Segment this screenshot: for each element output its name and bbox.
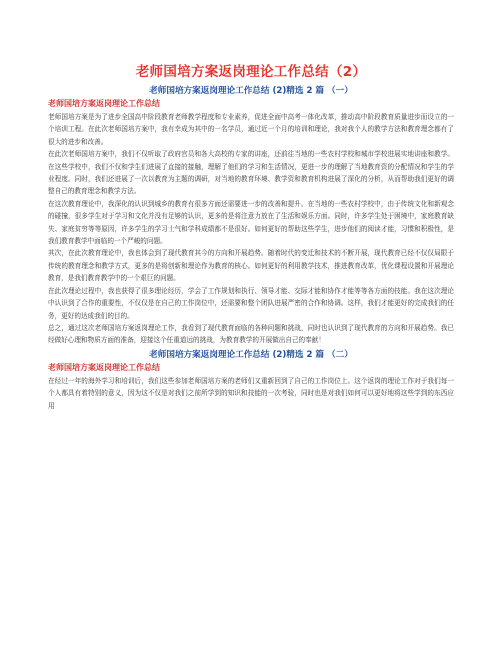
section2-heading: 老师国培方案返岗理论工作总结 (2)精选 2 篇 （二） [149,349,353,360]
section1-paragraph: 在此次理论过程中，我也获得了很多理论经历，学会了工作规划和执行、领导才能、交际才能和协作才能等等各方面的技能。我在这次理论中认识到了合作的重要性，不仅仅是在自己的工作岗位中，还需要和整个团队进展严密的合作和协调。这样，我们才能更好的完成我们的任务，更好的达成我们的目的。 [48,286,454,320]
document-title: 老师国培方案返岗理论工作总结（2） [135,64,367,80]
section1-paragraph: 在这次教育理论中，我深化的认识到城乡的教育有很多方面还需要进一步的改善和提升。在当地的一些农村学校中，由于传统文化和新观念的碰撞，很多学生对于学习和文化并没有足够的认识，更多的是将注意力放在了生活和娱乐方面。同时，许多学生处于困境中，家庭教育缺失、家庭贫穷等等原因，许多学生的学习士气和学科成绩都不是很好。如何更好的帮助这些学生，进步他们的阅读才能，习惯和积极性，是我们教育教学中面临的一个严峻的问题。 [48,199,454,246]
section1-paragraph: 在此次老师国培方案中，我们不仅听取了政府官员和各大高校的专家的讲座，还前往当地的一些农村学校和城市学校进展实地讲座和教学。在这些学校中，我们不仅和学生们进展了直接的接触，理解了他们的学习和生活情况，更进一步的理解了当地教育资的分配情况和学生的学业程度。同时，我们还进展了一次以教育为主题的调研，对当地的教育环境、教学资和教育机构进展了深化的分析，从而帮助我们更好的调整自己的教育理念和教学方法。 [48,150,454,196]
section1-paragraph: 总之，通过这次老师国培方案返岗理论工作，我看到了现代教育面临的各种问题和挑战，同时也认识到了现代教育的方向和开展趋势。我已经做好心理和物质方面的准备，迎接这个任重道远的挑战，为教育教学的开展做出自己的奉献！ [48,323,454,345]
section1-subheading: 老师国培方案返岗理论工作总结 [48,99,160,108]
section2-paragraph: 在经过一年的海外学习和培训后，我们这些参加老师国培方案的老师们又重新回到了自己的工作岗位上。这个返岗的理论工作对于我们每一个人都具有着特别的意义，因为这不仅是对我们之前所学到的知识和技能的一次考验，同时也是对我们如何可以更好地将这些学到的东西应用 [48,376,454,410]
section1-paragraph: 其次，在此次教育理论中，我也体会到了现代教育其今的方向和开展趋势。随着时代的变迁和技术的不断开展，现代教育已经不仅仅局限于传统的教育理念和教学方式，更多的是将创新和理论作为教育的核心。如何更好的利用教学技术，推进教育改革，优化课程设置和开展理论教育，是我们教育教学中的一个艰巨的问题。 [48,249,454,283]
section2-subheading: 老师国培方案返岗理论工作总结 [48,362,160,372]
section1-paragraph: 老师国培方案是为了进步全国高中阶段教育老师教学程度和专业素养，促进全面中高考一体化改革，推动高中阶段教育质量进步而设立的一个培训工程。在此次老师国培方案中，我有幸成为其中的一名学员，通过近一个月的培训和理论，我对我个人的教学方法和教育理念都有了很大的进步和改善。 [48,113,454,146]
section1-heading: 老师国培方案返岗理论工作总结 (2)精选 2 篇 （一） [149,86,353,96]
